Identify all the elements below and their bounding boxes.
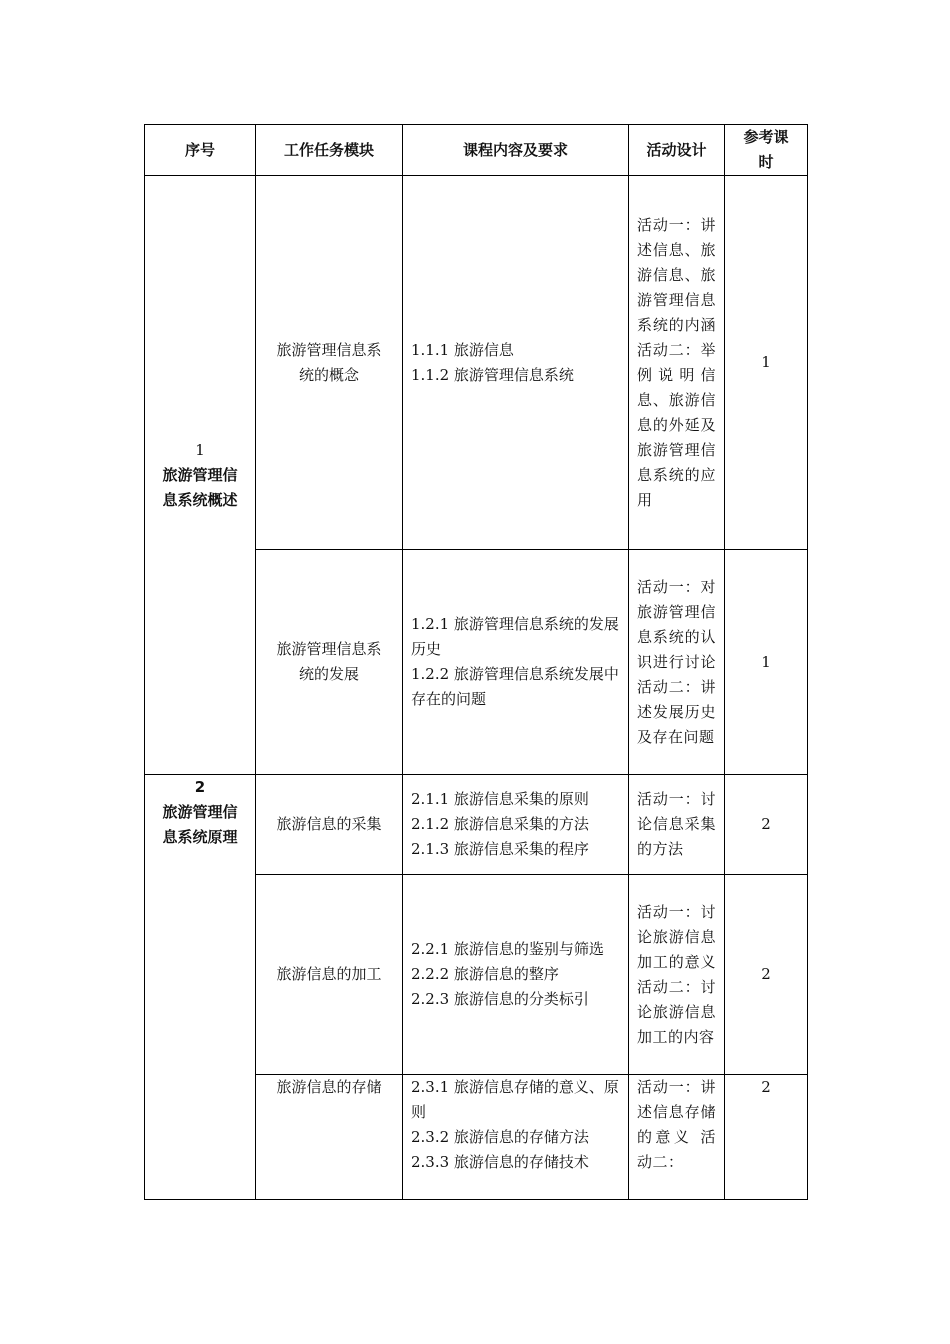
activity-cell: 活动一：对旅游管理信息系统的认识进行讨论 活动二：讲述发展历史及存在问题 (629, 550, 725, 775)
unit-number: 2 (194, 778, 206, 796)
header-module: 工作任务模块 (256, 125, 403, 176)
module-cell: 旅游管理信息系统的概念 (256, 176, 403, 550)
header-seq: 序号 (145, 125, 256, 176)
unit-title-line: 息系统概述 (162, 490, 238, 509)
content-line: 2.3.2 旅游信息的存储方法 (411, 1128, 589, 1146)
content-line: 1.1.1 旅游信息 (411, 340, 514, 359)
module-cell: 旅游信息的加工 (256, 875, 403, 1075)
hours-cell: 2 (725, 1075, 808, 1200)
header-row (145, 125, 808, 176)
header-hours: 参考课时 (725, 125, 808, 176)
hours-cell: 2 (725, 775, 808, 875)
activity-cell: 活动一：讨论旅游信息加工的意义 活动二：讨论旅游信息加工的内容 (629, 875, 725, 1075)
content-line: 2.1.3 旅游信息采集的程序 (411, 840, 589, 858)
content-cell (403, 775, 629, 875)
unit-2-cell (145, 775, 256, 1200)
header-content: 课程内容及要求 (403, 125, 629, 176)
content-line: 2.1.2 旅游信息采集的方法 (411, 815, 589, 833)
content-line: 1.2.1 旅游管理信息系统的发展历史 (411, 615, 619, 658)
table-row (145, 775, 808, 875)
content-line: 1.2.2 旅游管理信息系统发展中存在的问题 (411, 665, 619, 708)
module-cell: 旅游信息的采集 (256, 775, 403, 875)
module-cell: 旅游管理信息系统的发展 (256, 550, 403, 775)
course-table (144, 124, 808, 1200)
content-line: 1.1.2 旅游管理信息系统 (411, 365, 574, 384)
content-cell (403, 550, 629, 775)
content-line: 2.2.1 旅游信息的鉴别与筛选 (411, 940, 604, 958)
hours-cell: 1 (725, 176, 808, 550)
content-line: 2.2.2 旅游信息的整序 (411, 965, 559, 983)
content-line: 2.3.1 旅游信息存储的意义、原则 (411, 1078, 619, 1121)
unit-title-line: 旅游管理信 (162, 803, 238, 821)
content-line: 2.2.3 旅游信息的分类标引 (411, 990, 589, 1008)
hours-cell: 2 (725, 875, 808, 1075)
header-activity: 活动设计 (629, 125, 725, 176)
module-cell: 旅游信息的存储 (256, 1075, 403, 1200)
content-cell (403, 875, 629, 1075)
unit-1-cell (145, 176, 256, 775)
activity-cell: 活动一：讨论信息采集的方法 (629, 775, 725, 875)
content-line: 2.3.3 旅游信息的存储技术 (411, 1153, 589, 1171)
hours-cell: 1 (725, 550, 808, 775)
content-cell (403, 1075, 629, 1200)
activity-cell: 活动一：讲述信息、旅游信息、旅游管理信息系统的内涵 活动二：举例说明信息、旅游信息的外延及旅游管理信息系统的应用 (629, 176, 725, 550)
unit-number: 1 (195, 440, 205, 459)
content-line: 2.1.1 旅游信息采集的原则 (411, 790, 589, 808)
unit-title-line: 息系统原理 (162, 828, 238, 846)
activity-cell: 活动一：讲述信息存储的意义 活动二： (629, 1075, 725, 1200)
unit-title-line: 旅游管理信 (162, 465, 238, 484)
content-cell (403, 176, 629, 550)
table-row (145, 176, 808, 550)
